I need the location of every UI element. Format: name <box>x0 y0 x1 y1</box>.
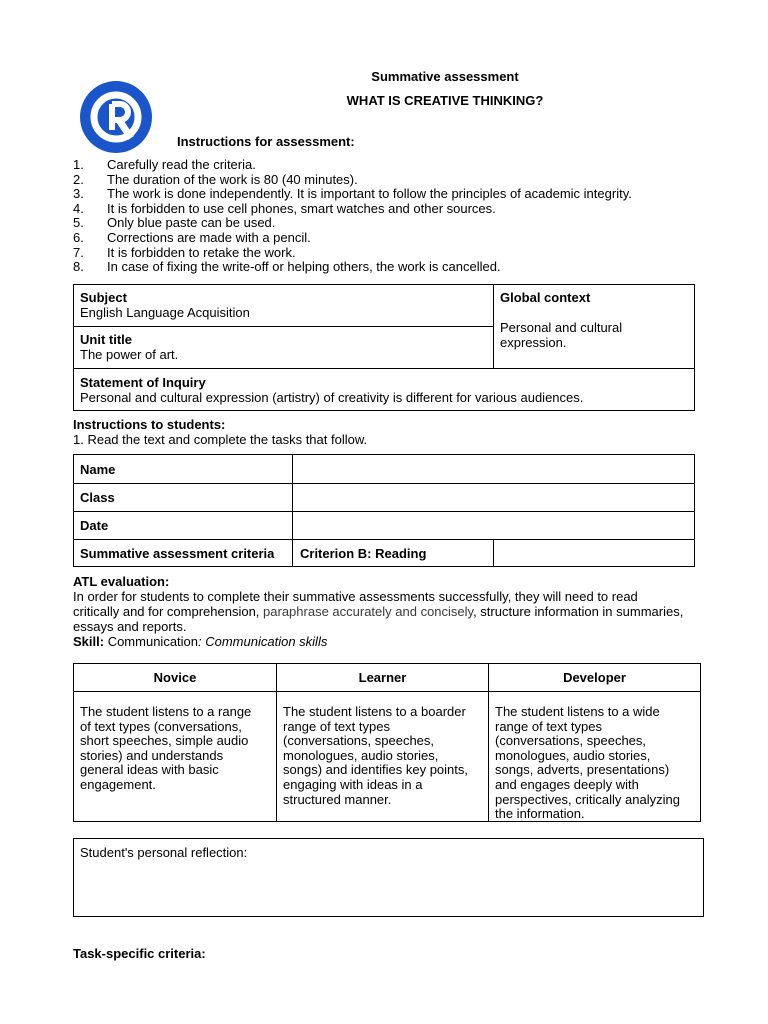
student-details-table <box>73 454 695 567</box>
list-item <box>73 187 733 202</box>
rubric-header-learner: Learner <box>358 670 407 685</box>
item-number: 3. <box>73 186 84 202</box>
unit-title-label: Unit title <box>80 332 132 347</box>
atl-text-part: , structure information in summaries, <box>473 604 684 619</box>
item-number: 5. <box>73 215 84 231</box>
skill-label: Skill: <box>73 634 105 649</box>
instructions-heading: Instructions for assessment: <box>177 134 355 149</box>
list-item <box>73 202 733 217</box>
instructions-list <box>73 158 733 275</box>
school-logo <box>79 80 153 154</box>
date-field[interactable] <box>293 512 693 539</box>
item-text: It is forbidden to use cell phones, smart watches and other sources. <box>107 200 496 216</box>
rubric-line: (conversations, speeches, <box>283 733 435 749</box>
atl-heading: ATL evaluation: <box>73 574 170 589</box>
item-text: In case of fixing the write-off or helping others, the work is cancelled. <box>107 259 501 275</box>
atl-text <box>73 604 718 619</box>
skill-line <box>73 634 718 649</box>
students-instructions-heading: Instructions to students: <box>73 417 226 432</box>
item-number: 7. <box>73 244 84 260</box>
item-number: 8. <box>73 259 84 275</box>
item-text: The work is done independently. It is important to follow the principles of academic integrity. <box>107 186 632 202</box>
atl-text: essays and reports. <box>73 619 187 634</box>
rubric-line: The student listens to a boarder <box>283 704 466 719</box>
rubric-line: monologues, audio stories, <box>283 747 439 763</box>
rubric-line: engaging with ideas in a <box>283 776 423 792</box>
class-label: Class <box>80 490 115 505</box>
subject-value: English Language Acquisition <box>80 305 250 320</box>
date-label: Date <box>80 518 109 533</box>
atl-evaluation <box>73 574 718 649</box>
global-context-value: expression. <box>500 335 567 350</box>
atl-text-highlight: paraphrase accurately and concisely <box>263 604 474 619</box>
rubric-line: range of text types <box>495 718 602 734</box>
criterion-score-field[interactable] <box>494 540 693 566</box>
rubric-line: (conversations, speeches, <box>495 733 647 749</box>
table-divider <box>74 326 493 327</box>
rubric-line: structured manner. <box>283 791 392 807</box>
list-item <box>73 173 733 188</box>
item-text: Only blue paste can be used. <box>107 215 276 231</box>
rubric-novice-description <box>80 705 251 793</box>
students-instructions-text: 1. Read the text and complete the tasks that follow. <box>73 432 368 447</box>
reflection-field[interactable] <box>73 838 704 917</box>
list-item <box>73 231 733 246</box>
rubric-line: monologues, audio stories, <box>495 747 651 763</box>
table-divider <box>74 691 700 692</box>
global-context-label: Global context <box>500 290 591 305</box>
skill-value: : Communication skills <box>198 634 328 649</box>
task-criteria-heading: Task-specific criteria: <box>73 946 206 961</box>
item-text: Carefully read the criteria. <box>107 157 256 172</box>
item-text: It is forbidden to retake the work. <box>107 244 296 260</box>
document-title: Summative assessment <box>371 69 519 84</box>
course-info-table <box>73 284 695 411</box>
item-text: The duration of the work is 80 (40 minutes). <box>107 171 358 187</box>
skill-value: Communication <box>104 634 199 649</box>
inquiry-label: Statement of Inquiry <box>80 375 206 390</box>
rubric-line: engagement. <box>80 776 156 792</box>
atl-text-part: critically and for comprehension, <box>73 604 264 619</box>
rubric-line: The student listens to a range <box>80 704 252 719</box>
item-number: 2. <box>73 171 84 187</box>
rubric-line: The student listens to a wide <box>495 704 660 719</box>
rubric-line: and engages deeply with <box>495 776 639 792</box>
rubric-header-developer: Developer <box>563 670 626 685</box>
rubric-line: general ideas with basic <box>80 762 219 778</box>
rubric-line: range of text types <box>283 718 390 734</box>
item-number: 4. <box>73 200 84 216</box>
list-item <box>73 246 733 261</box>
rubric-developer-description <box>495 705 680 822</box>
rubric-header-novice: Novice <box>153 670 197 685</box>
rubric-line: stories) and understands <box>80 747 224 763</box>
item-number: 1. <box>73 157 84 172</box>
rubric-line: the information. <box>495 806 585 822</box>
document-subtitle: WHAT IS CREATIVE THINKING? <box>346 93 544 108</box>
logo-icon <box>79 80 153 154</box>
rubric-learner-description <box>283 705 468 807</box>
subject-label: Subject <box>80 290 127 305</box>
list-item <box>73 260 733 275</box>
atl-text: In order for students to complete their summative assessments successfully, they will need to read <box>73 589 638 604</box>
rubric-line: perspectives, critically analyzing <box>495 791 680 807</box>
rubric-line: songs) and identifies key points, <box>283 762 468 778</box>
rubric-table <box>73 663 701 822</box>
rubric-line: short speeches, simple audio <box>80 733 249 749</box>
list-item <box>73 216 733 231</box>
rubric-line: songs, adverts, presentations) <box>495 762 670 778</box>
table-divider <box>276 664 277 821</box>
inquiry-value: Personal and cultural expression (artistry) of creativity is different for various audiences. <box>80 390 584 405</box>
reflection-label: Student's personal reflection: <box>80 845 248 860</box>
name-field[interactable] <box>293 455 693 482</box>
criteria-label: Summative assessment criteria <box>80 546 275 561</box>
table-divider <box>488 664 489 821</box>
global-context-value: Personal and cultural <box>500 320 623 335</box>
table-divider <box>74 368 694 369</box>
table-divider <box>493 285 494 368</box>
criterion-value: Criterion B: Reading <box>300 546 427 561</box>
unit-title-value: The power of art. <box>80 347 179 362</box>
rubric-line: of text types (conversations, <box>80 718 242 734</box>
list-item <box>73 158 733 173</box>
name-label: Name <box>80 462 116 477</box>
item-number: 6. <box>73 229 84 245</box>
item-text: Corrections are made with a pencil. <box>107 229 311 245</box>
class-field[interactable] <box>293 484 693 511</box>
